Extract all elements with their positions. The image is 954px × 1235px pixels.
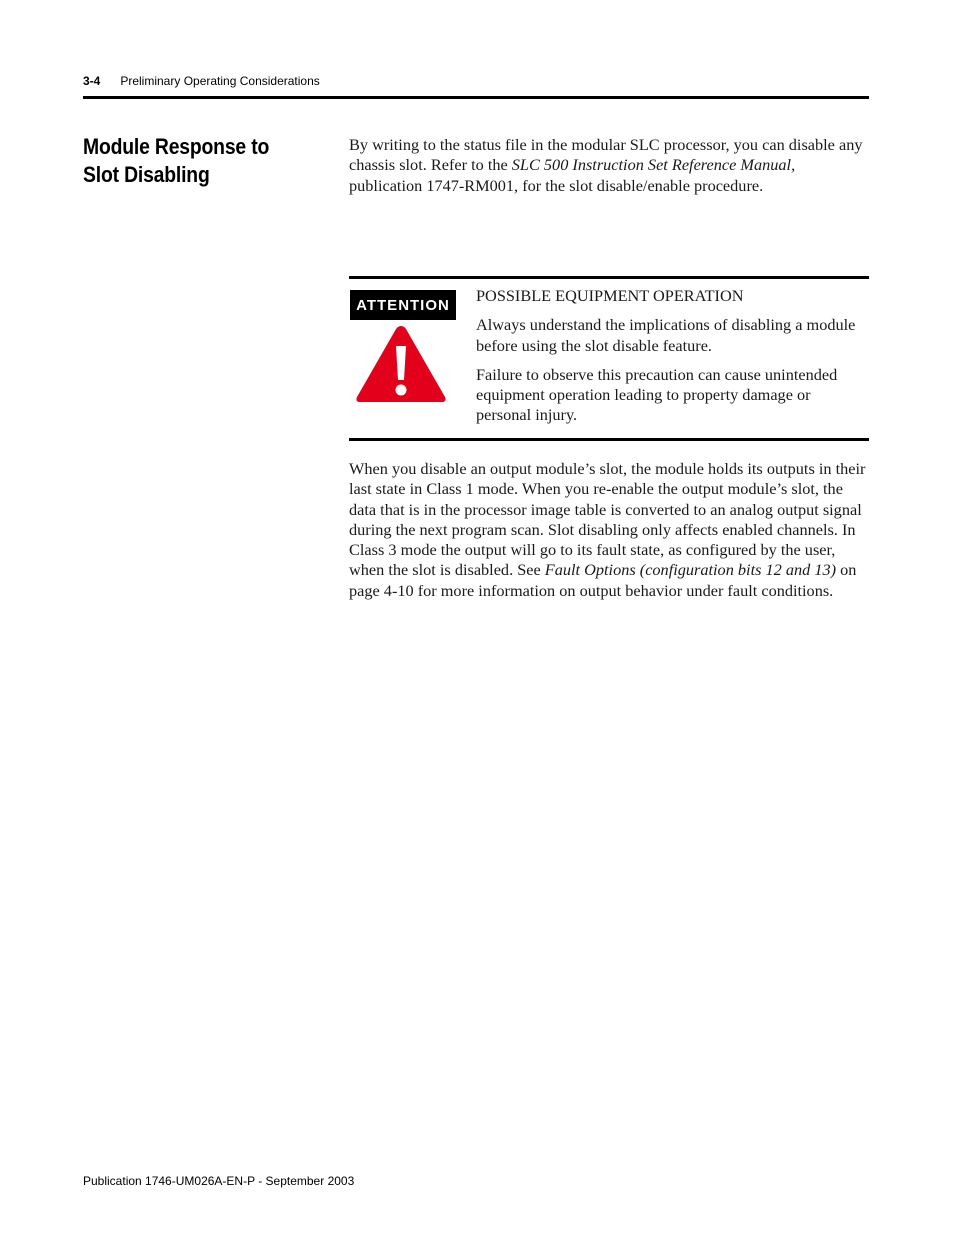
intro-text-2: , publication 1747-RM001, for the slot disable/enable procedure.	[349, 155, 796, 195]
warning-exclamation-icon	[354, 322, 448, 406]
attention-text	[476, 286, 869, 435]
exclamation-dot	[396, 385, 407, 396]
attention-top-rule	[349, 276, 869, 279]
chapter-title: Preliminary Operating Considerations	[120, 74, 320, 88]
attention-heading: POSSIBLE EQUIPMENT OPERATION	[476, 286, 744, 305]
body-text-2: on page 4-10 for more information on output behavior under fault conditions.	[349, 560, 857, 600]
attention-paragraph-1: Always understand the implications of disabling a module before using the slot disable feature.	[476, 315, 856, 355]
intro-paragraph	[349, 135, 869, 196]
attention-paragraph-2: Failure to observe this precaution can cause unintended equipment operation leading to property damage or personal injury.	[476, 364, 838, 425]
intro-text-1: By writing to the status file in the modular SLC processor, you can disable any chassis slot. Refer to the	[349, 135, 863, 175]
reference-manual-title: SLC 500 Instruction Set Reference Manual	[511, 155, 792, 175]
header-rule	[83, 96, 869, 99]
page-number: 3-4	[83, 74, 101, 88]
attention-bottom-rule	[349, 438, 869, 441]
publication-footer: Publication 1746-UM026A-EN-P - September 2003	[83, 1174, 355, 1188]
body-text-1: When you disable an output module’s slot, the module holds its outputs in their last state in Class 1 mode. When you re-enable the output module’s slot, the data that is in the processor image table is converted to an analog output signal during the next program scan. Slot disabling only affects enabled channels. In Class 3 mode the output will go to its fault state, as configured by the user, when the slot is disabled. See	[349, 459, 866, 580]
body-paragraph	[349, 459, 869, 601]
attention-badge: ATTENTION	[350, 290, 456, 320]
section-title: Module Response to Slot Disabling	[83, 134, 270, 187]
page-header	[83, 73, 869, 89]
fault-options-reference: Fault Options (configuration bits 12 and 13)	[544, 560, 837, 580]
